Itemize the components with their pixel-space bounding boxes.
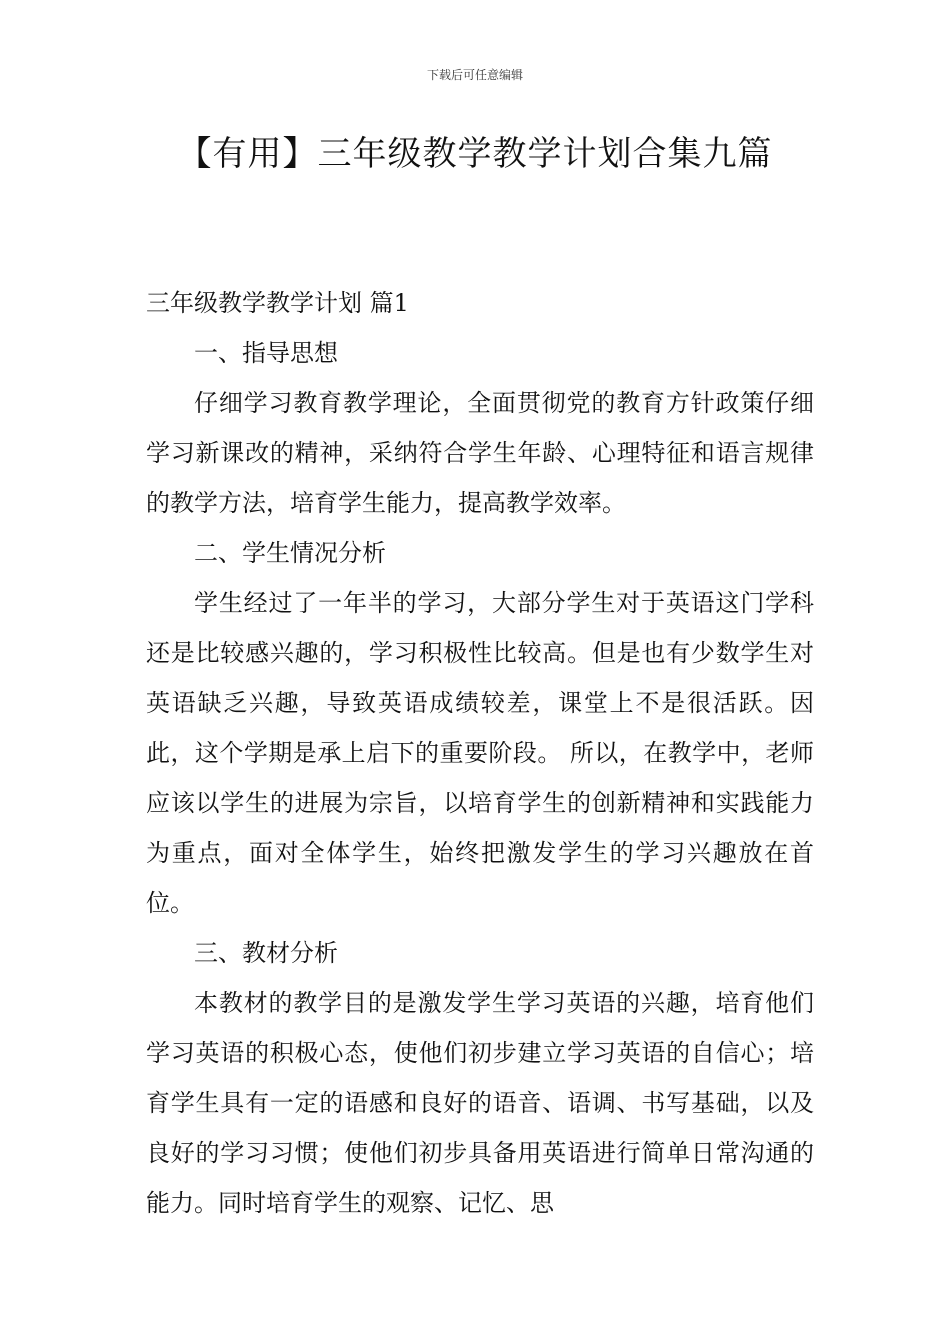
section-paragraph: 本教材的教学目的是激发学生学习英语的兴趣，培育他们学习英语的积极心态，使他们初步建立学习英语的自信心；培育学生具有一定的语感和良好的语音、语调、书写基础，以及良好的学习习惯；使他们初步具备用英语进行简单日常沟通的能力。同时培育学生的观察、记忆、思 (146, 989, 814, 1217)
header-note: 下载后可任意编辑 (426, 68, 523, 82)
section-paragraph: 仔细学习教育教学理论，全面贯彻党的教育方针政策仔细学习新课改的精神，采纳符合学生年龄、心理特征和语言规律的教学方法，培育学生能力，提高教学效率。 (146, 389, 814, 517)
section-heading: 一、指导思想 (194, 339, 338, 367)
section-heading: 二、学生情况分析 (194, 539, 386, 567)
document-subtitle: 三年级教学教学计划 篇1 (146, 289, 409, 317)
document-title: 【有用】三年级教学教学计划合集九篇 (177, 134, 773, 174)
section-paragraph: 学生经过了一年半的学习，大部分学生对于英语这门学科还是比较感兴趣的，学习积极性比较高。但是也有少数学生对英语缺乏兴趣，导致英语成绩较差，课堂上不是很活跃。因此，这个学期是承上启下的重要阶段。 所以，在教学中，老师应该以学生的进展为宗旨，以培育学生的创新精神和实践能力为重点，面对全体学生，始终把激发学生的学习兴趣放在首位。 (146, 589, 814, 917)
document-body (146, 278, 814, 1228)
section-heading: 三、教材分析 (194, 939, 338, 967)
